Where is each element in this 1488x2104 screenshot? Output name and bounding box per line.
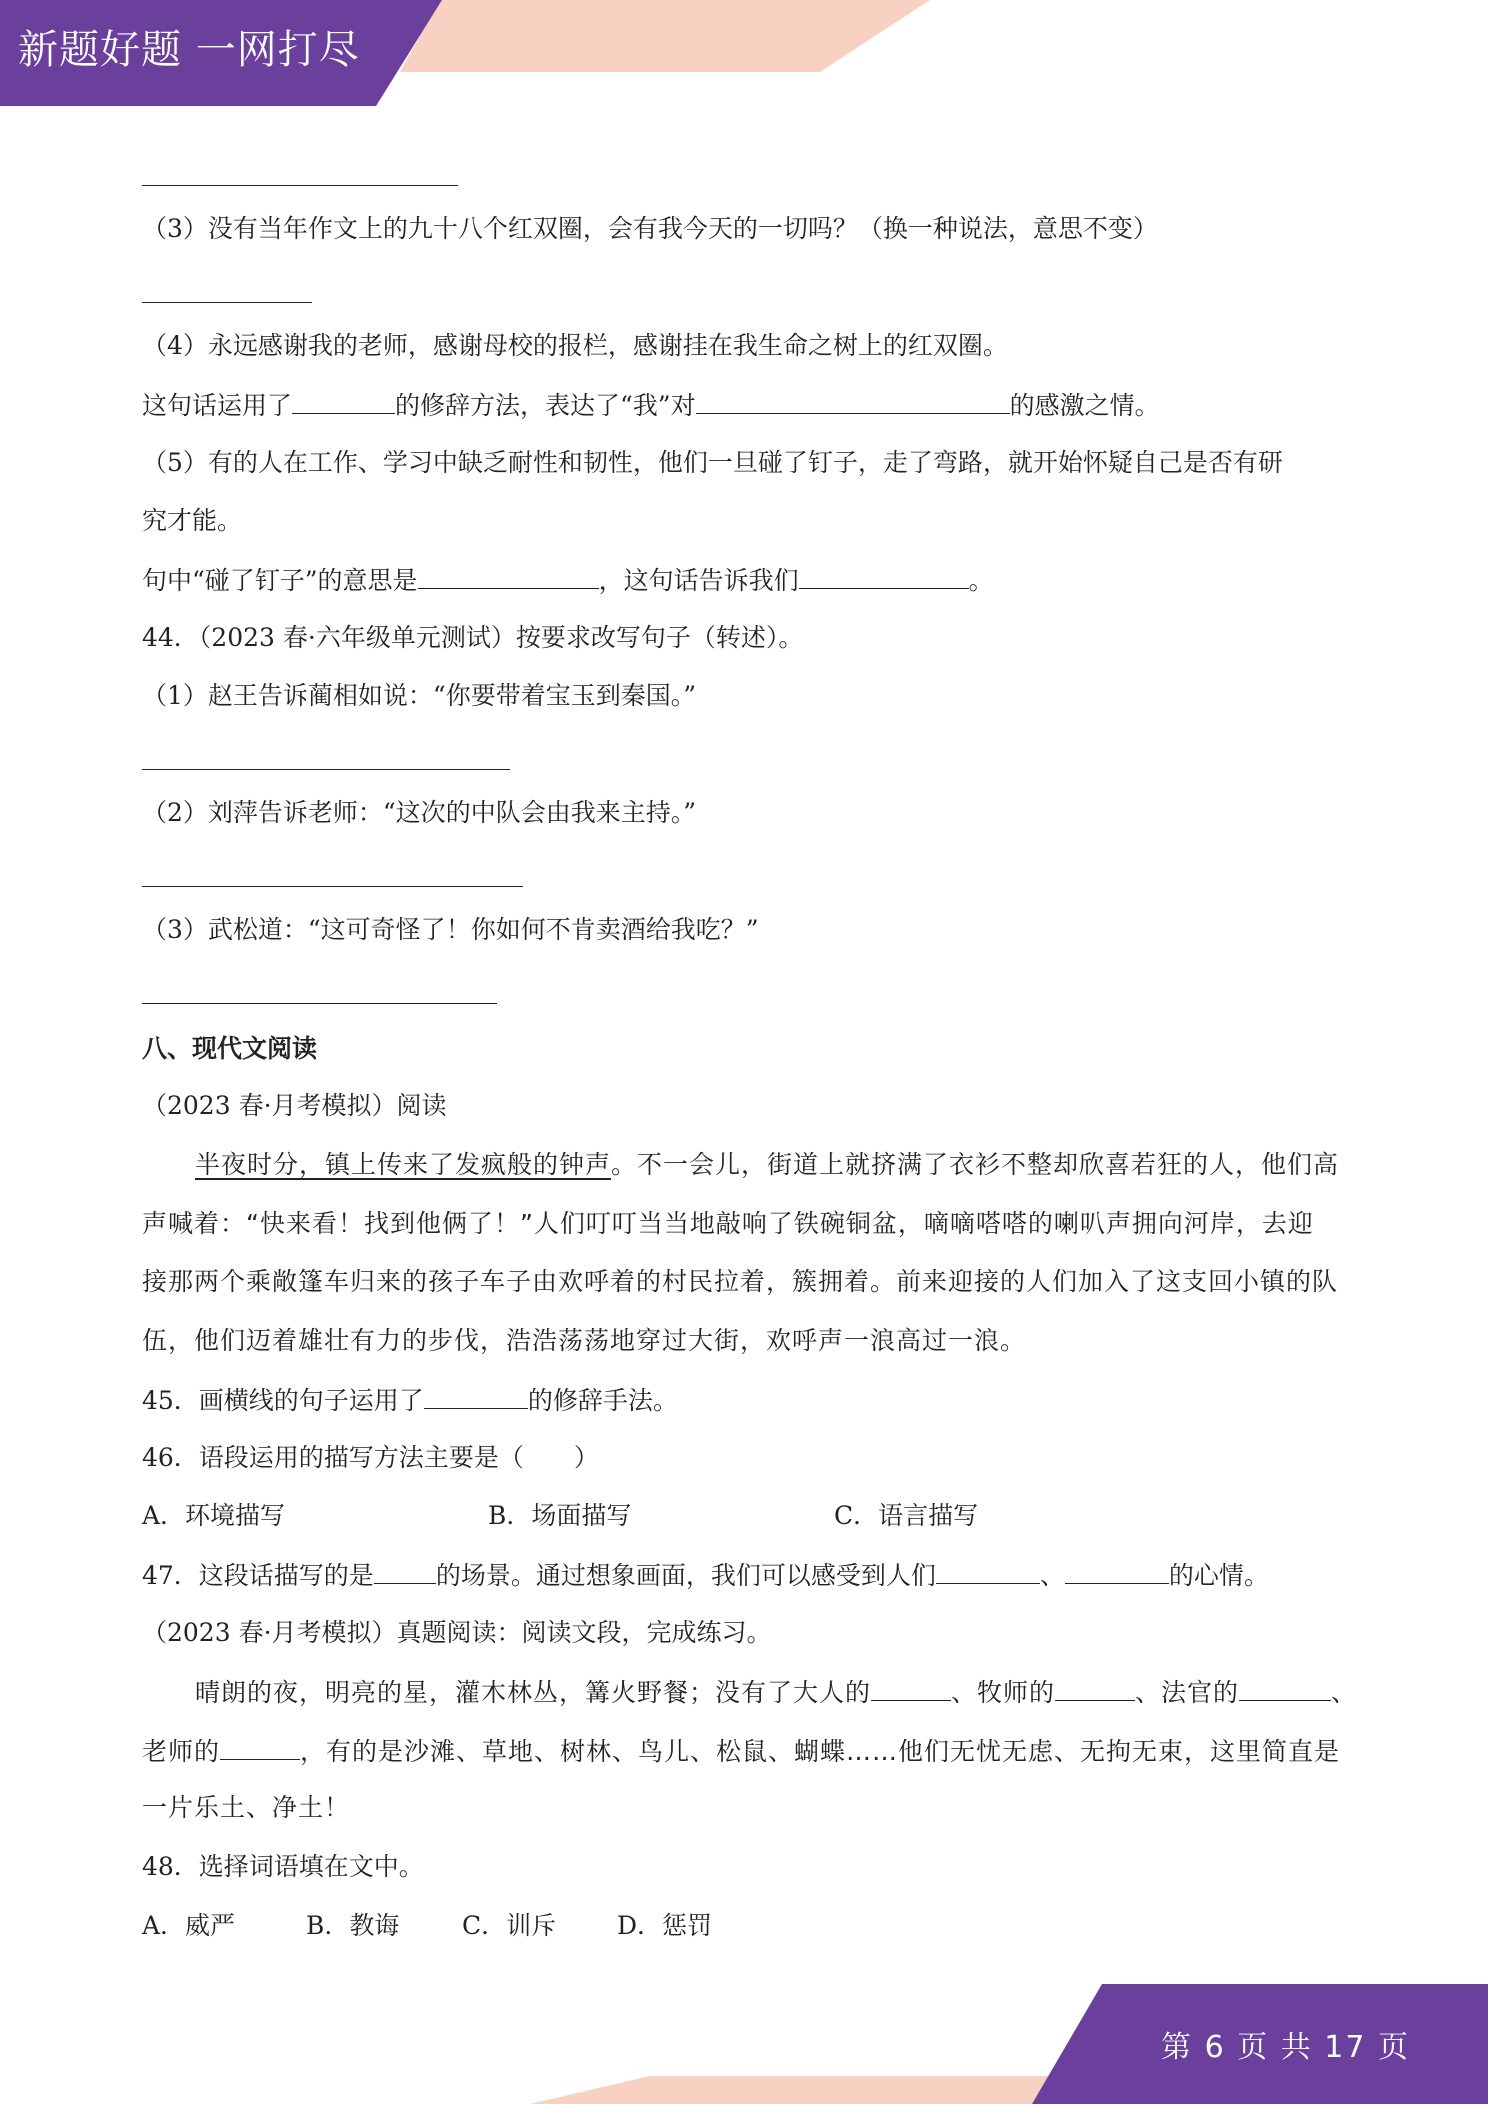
underlined-sentence: 半夜时分，镇上传来了发疯般的钟声 (195, 1150, 612, 1179)
option-b[interactable]: B．教诲 (306, 1911, 400, 1940)
q48: 48．选择词语填在文中。 (142, 1852, 424, 1881)
q46-options (142, 1499, 978, 1533)
section-heading: 八、现代文阅读 (142, 1034, 318, 1063)
passage1-line4: 伍，他们迈着雄壮有力的步伐，浩浩荡荡地穿过大街，欢呼声一浪高过一浪。 (142, 1326, 1027, 1355)
q44-s3: （3）武松道：“这可奇怪了！你如何不肯卖酒给我吃？” (142, 915, 759, 944)
q48-options (142, 1909, 712, 1943)
text: 。不一会儿，街道上就挤满了衣衫不整却欣喜若狂的人，他们高 (611, 1150, 1340, 1179)
text: 句中“碰了钉子”的意思是 (142, 566, 418, 595)
fill-blank[interactable] (1239, 1674, 1331, 1701)
text: 的心情。 (1168, 1561, 1269, 1590)
header-peach-band (400, 0, 930, 72)
option-b[interactable]: B．场面描写 (488, 1501, 632, 1530)
passage2-source: （2023 春·月考模拟）真题阅读：阅读文段，完成练习。 (142, 1618, 772, 1647)
fill-blank[interactable] (374, 1557, 436, 1584)
text: ，这句话告诉我们 (598, 566, 799, 595)
passage1-line3: 接那两个乘敞篷车归来的孩子车子由欢呼着的村民拉着，簇拥着。前来迎接的人们加入了这支回小镇的队 (142, 1267, 1339, 1296)
q43-s5-fill (142, 562, 994, 598)
text: ，有的是沙滩、草地、树林、鸟儿、松鼠、蝴蝶……他们无忧无虑、无拘无束，这里简直是 (300, 1737, 1341, 1766)
text: 47．这段话描写的是 (142, 1561, 374, 1590)
option-d[interactable]: D．惩罚 (617, 1911, 713, 1940)
header-title: 新题好题 一网打尽 (18, 27, 360, 73)
answer-line (142, 185, 458, 186)
q46: 46．语段运用的描写方法主要是（ ） (142, 1443, 599, 1472)
text: 晴朗的夜，明亮的星，灌木林丛，篝火野餐；没有了大人的 (195, 1678, 872, 1707)
fill-blank[interactable] (936, 1557, 1040, 1584)
fill-blank[interactable] (871, 1674, 951, 1701)
fill-blank[interactable] (696, 387, 1010, 414)
text: 的场景。通过想象画面，我们可以感受到人们 (435, 1561, 936, 1590)
q43-s4-fill (142, 387, 1160, 423)
text: 45．画横线的句子运用了 (142, 1386, 424, 1415)
q45 (142, 1382, 678, 1418)
passage1-line1 (195, 1148, 1339, 1182)
text: 、 (1331, 1678, 1358, 1707)
text: 。 (968, 566, 994, 595)
answer-line (142, 302, 312, 303)
fill-blank[interactable] (292, 387, 395, 414)
option-c[interactable]: C．语言描写 (834, 1501, 979, 1530)
text: 老师的 (142, 1737, 221, 1766)
text: 的感激之情。 (1009, 391, 1160, 420)
fill-blank[interactable] (424, 1382, 528, 1409)
passage1-source: （2023 春·月考模拟）阅读 (142, 1091, 447, 1120)
text: 的修辞手法。 (527, 1386, 678, 1415)
passage1-line2: 声喊着：“快来看！找到他俩了！”人们叮叮当当地敲响了铁碗铜盆，嘀嘀嗒嗒的喇叭声拥向河岸，去迎 (142, 1209, 1314, 1238)
q43-s3: （3）没有当年作文上的九十八个红双圈，会有我今天的一切吗？（换一种说法，意思不变） (142, 214, 1158, 243)
q44-title: 44．（2023 春·六年级单元测试）按要求改写句子（转述）。 (142, 623, 804, 652)
q43-s5-line1: （5）有的人在工作、学习中缺乏耐性和韧性，他们一旦碰了钉子，走了弯路，就开始怀疑自己是否有研 (142, 448, 1283, 477)
option-a[interactable]: A．威严 (142, 1911, 236, 1940)
passage2-line1 (195, 1674, 1357, 1710)
text: 的修辞方法，表达了“我”对 (395, 391, 696, 420)
option-c[interactable]: C．训斥 (462, 1911, 557, 1940)
answer-line (142, 886, 523, 887)
passage2-line2 (142, 1733, 1340, 1769)
text: 这句话运用了 (142, 391, 293, 420)
fill-blank[interactable] (1065, 1557, 1169, 1584)
q44-s2: （2）刘萍告诉老师：“这次的中队会由我来主持。” (142, 798, 696, 827)
answer-line (142, 1003, 497, 1004)
fill-blank[interactable] (799, 562, 969, 589)
text: 、 (1039, 1561, 1065, 1590)
fill-blank[interactable] (220, 1733, 300, 1760)
q43-s5-line2: 究才能。 (142, 506, 243, 535)
q43-s4: （4）永远感谢我的老师，感谢母校的报栏，感谢挂在我生命之树上的红双圈。 (142, 331, 1008, 360)
passage2-line3: 一片乐土、净土！ (142, 1793, 351, 1822)
q47 (142, 1557, 1269, 1593)
text: 、法官的 (1135, 1678, 1240, 1707)
option-a[interactable]: A．环境描写 (142, 1501, 286, 1530)
fill-blank[interactable] (418, 562, 599, 589)
page-number: 第 6 页 共 17 页 (1161, 2030, 1410, 2065)
answer-line (142, 769, 510, 770)
q44-s1: （1）赵王告诉蔺相如说：“你要带着宝玉到秦国。” (142, 681, 696, 710)
text: 、牧师的 (951, 1678, 1056, 1707)
fill-blank[interactable] (1055, 1674, 1135, 1701)
